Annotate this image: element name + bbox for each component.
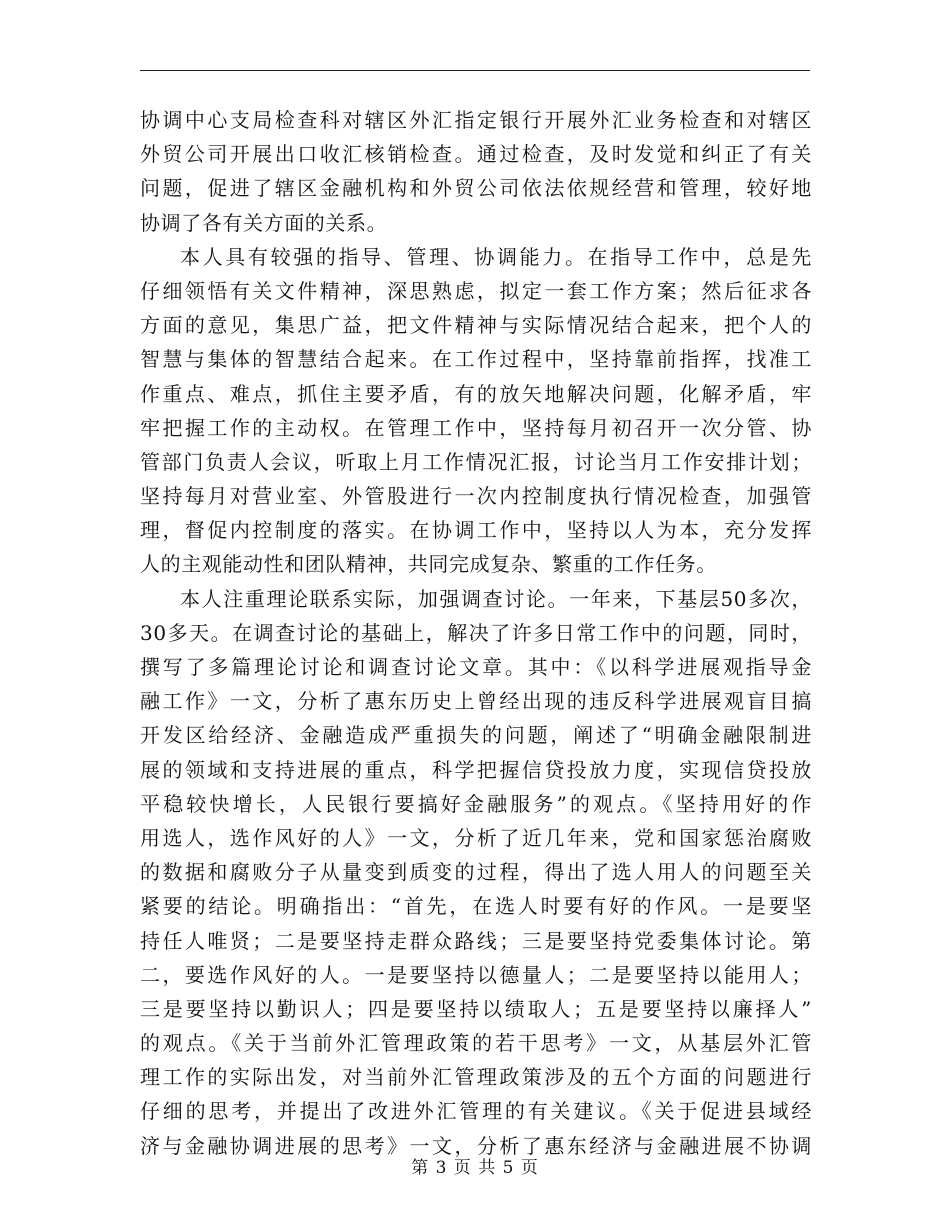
text-line: 融工作》一文，分析了惠东历史上曾经出现的违反科学进展观盲目搞: [140, 689, 812, 714]
text-line: 仔细领悟有关文件精神，深思熟虑，拟定一套工作方案；然后征求各: [140, 278, 812, 303]
page-number-footer: 第 3 页 共 5 页: [411, 1158, 539, 1178]
text-line: 开发区给经济、金融造成严重损失的问题，阐述了“明确金融限制进: [140, 723, 812, 748]
text-line: 牢把握工作的主动权。在管理工作中，坚持每月初召开一次分管、协: [140, 415, 812, 440]
text-line: 理，督促内控制度的落实。在协调工作中，坚持以人为本，充分发挥: [140, 518, 812, 543]
text-line: 撰写了多篇理论讨论和调查讨论文章。其中：《以科学进展观指导金: [140, 655, 812, 679]
text-line: 平稳较快增长，人民银行要搞好金融服务”的观点。《坚持用好的作: [140, 791, 812, 816]
text-line: 用选人，选作风好的人》一文，分析了近几年来，党和国家惩治腐败: [140, 825, 812, 850]
text-line: 协调了各有关方面的关系。: [140, 210, 388, 235]
text-line: 问题，促进了辖区金融机构和外贸公司依法依规经营和管理，较好地: [140, 176, 812, 201]
text-line: 方面的意见，集思广益，把文件精神与实际情况结合起来，把个人的: [140, 313, 812, 338]
text-line: 30多天。在调查讨论的基础上，解决了许多日常工作中的问题，同时，: [140, 620, 812, 645]
text-line: 智慧与集体的智慧结合起来。在工作过程中，坚持靠前指挥，找准工: [140, 347, 812, 372]
text-line: 人的主观能动性和团队精神，共同完成复杂、繁重的工作任务。: [140, 552, 717, 577]
text-line: 的数据和腐败分子从量变到质变的过程，得出了选人用人的问题至关: [140, 860, 812, 885]
text-line: 三是要坚持以勤识人；四是要坚持以绩取人；五是要坚持以廉择人”: [140, 996, 812, 1021]
text-line: 坚持每月对营业室、外管股进行一次内控制度执行情况检查，加强管: [140, 484, 812, 509]
text-line: 济与金融协调进展的思考》一文，分析了惠东经济与金融进展不协调: [140, 1133, 812, 1158]
text-line: 的观点。《关于当前外汇管理政策的若干思考》一文，从基层外汇管: [140, 1031, 812, 1056]
document-body: [140, 103, 812, 1163]
text-line: 紧要的结论。明确指出：“首先，在选人时要有好的作风。一是要坚: [140, 894, 812, 919]
text-line: 本人具有较强的指导、管理、协调能力。在指导工作中，总是先: [180, 244, 812, 269]
text-line: 持任人唯贤；二是要坚持走群众路线；三是要坚持党委集体讨论。第: [140, 928, 812, 953]
text-line: 协调中心支局检查科对辖区外汇指定银行开展外汇业务检查和对辖区: [140, 108, 812, 132]
text-line: 作重点、难点，抓住主要矛盾，有的放矢地解决问题，化解矛盾，牢: [140, 381, 812, 406]
text-line: 外贸公司开展出口收汇核销检查。通过检查，及时发觉和纠正了有关: [140, 142, 812, 167]
text-line: 理工作的实际出发，对当前外汇管理政策涉及的五个方面的问题进行: [140, 1065, 812, 1090]
text-line: 管部门负责人会议，听取上月工作情况汇报，讨论当月工作安排计划；: [140, 449, 812, 474]
text-line: 二，要选作风好的人。一是要坚持以德量人；二是要坚持以能用人；: [140, 962, 812, 987]
header-rule: [140, 70, 810, 71]
text-line: 展的领域和支持进展的重点，科学把握信贷投放力度，实现信贷投放: [140, 757, 812, 782]
text-line: 本人注重理论联系实际，加强调查讨论。一年来，下基层50多次，: [180, 586, 812, 611]
text-line: 仔细的思考，并提出了改进外汇管理的有关建议。《关于促进县域经: [140, 1099, 812, 1124]
